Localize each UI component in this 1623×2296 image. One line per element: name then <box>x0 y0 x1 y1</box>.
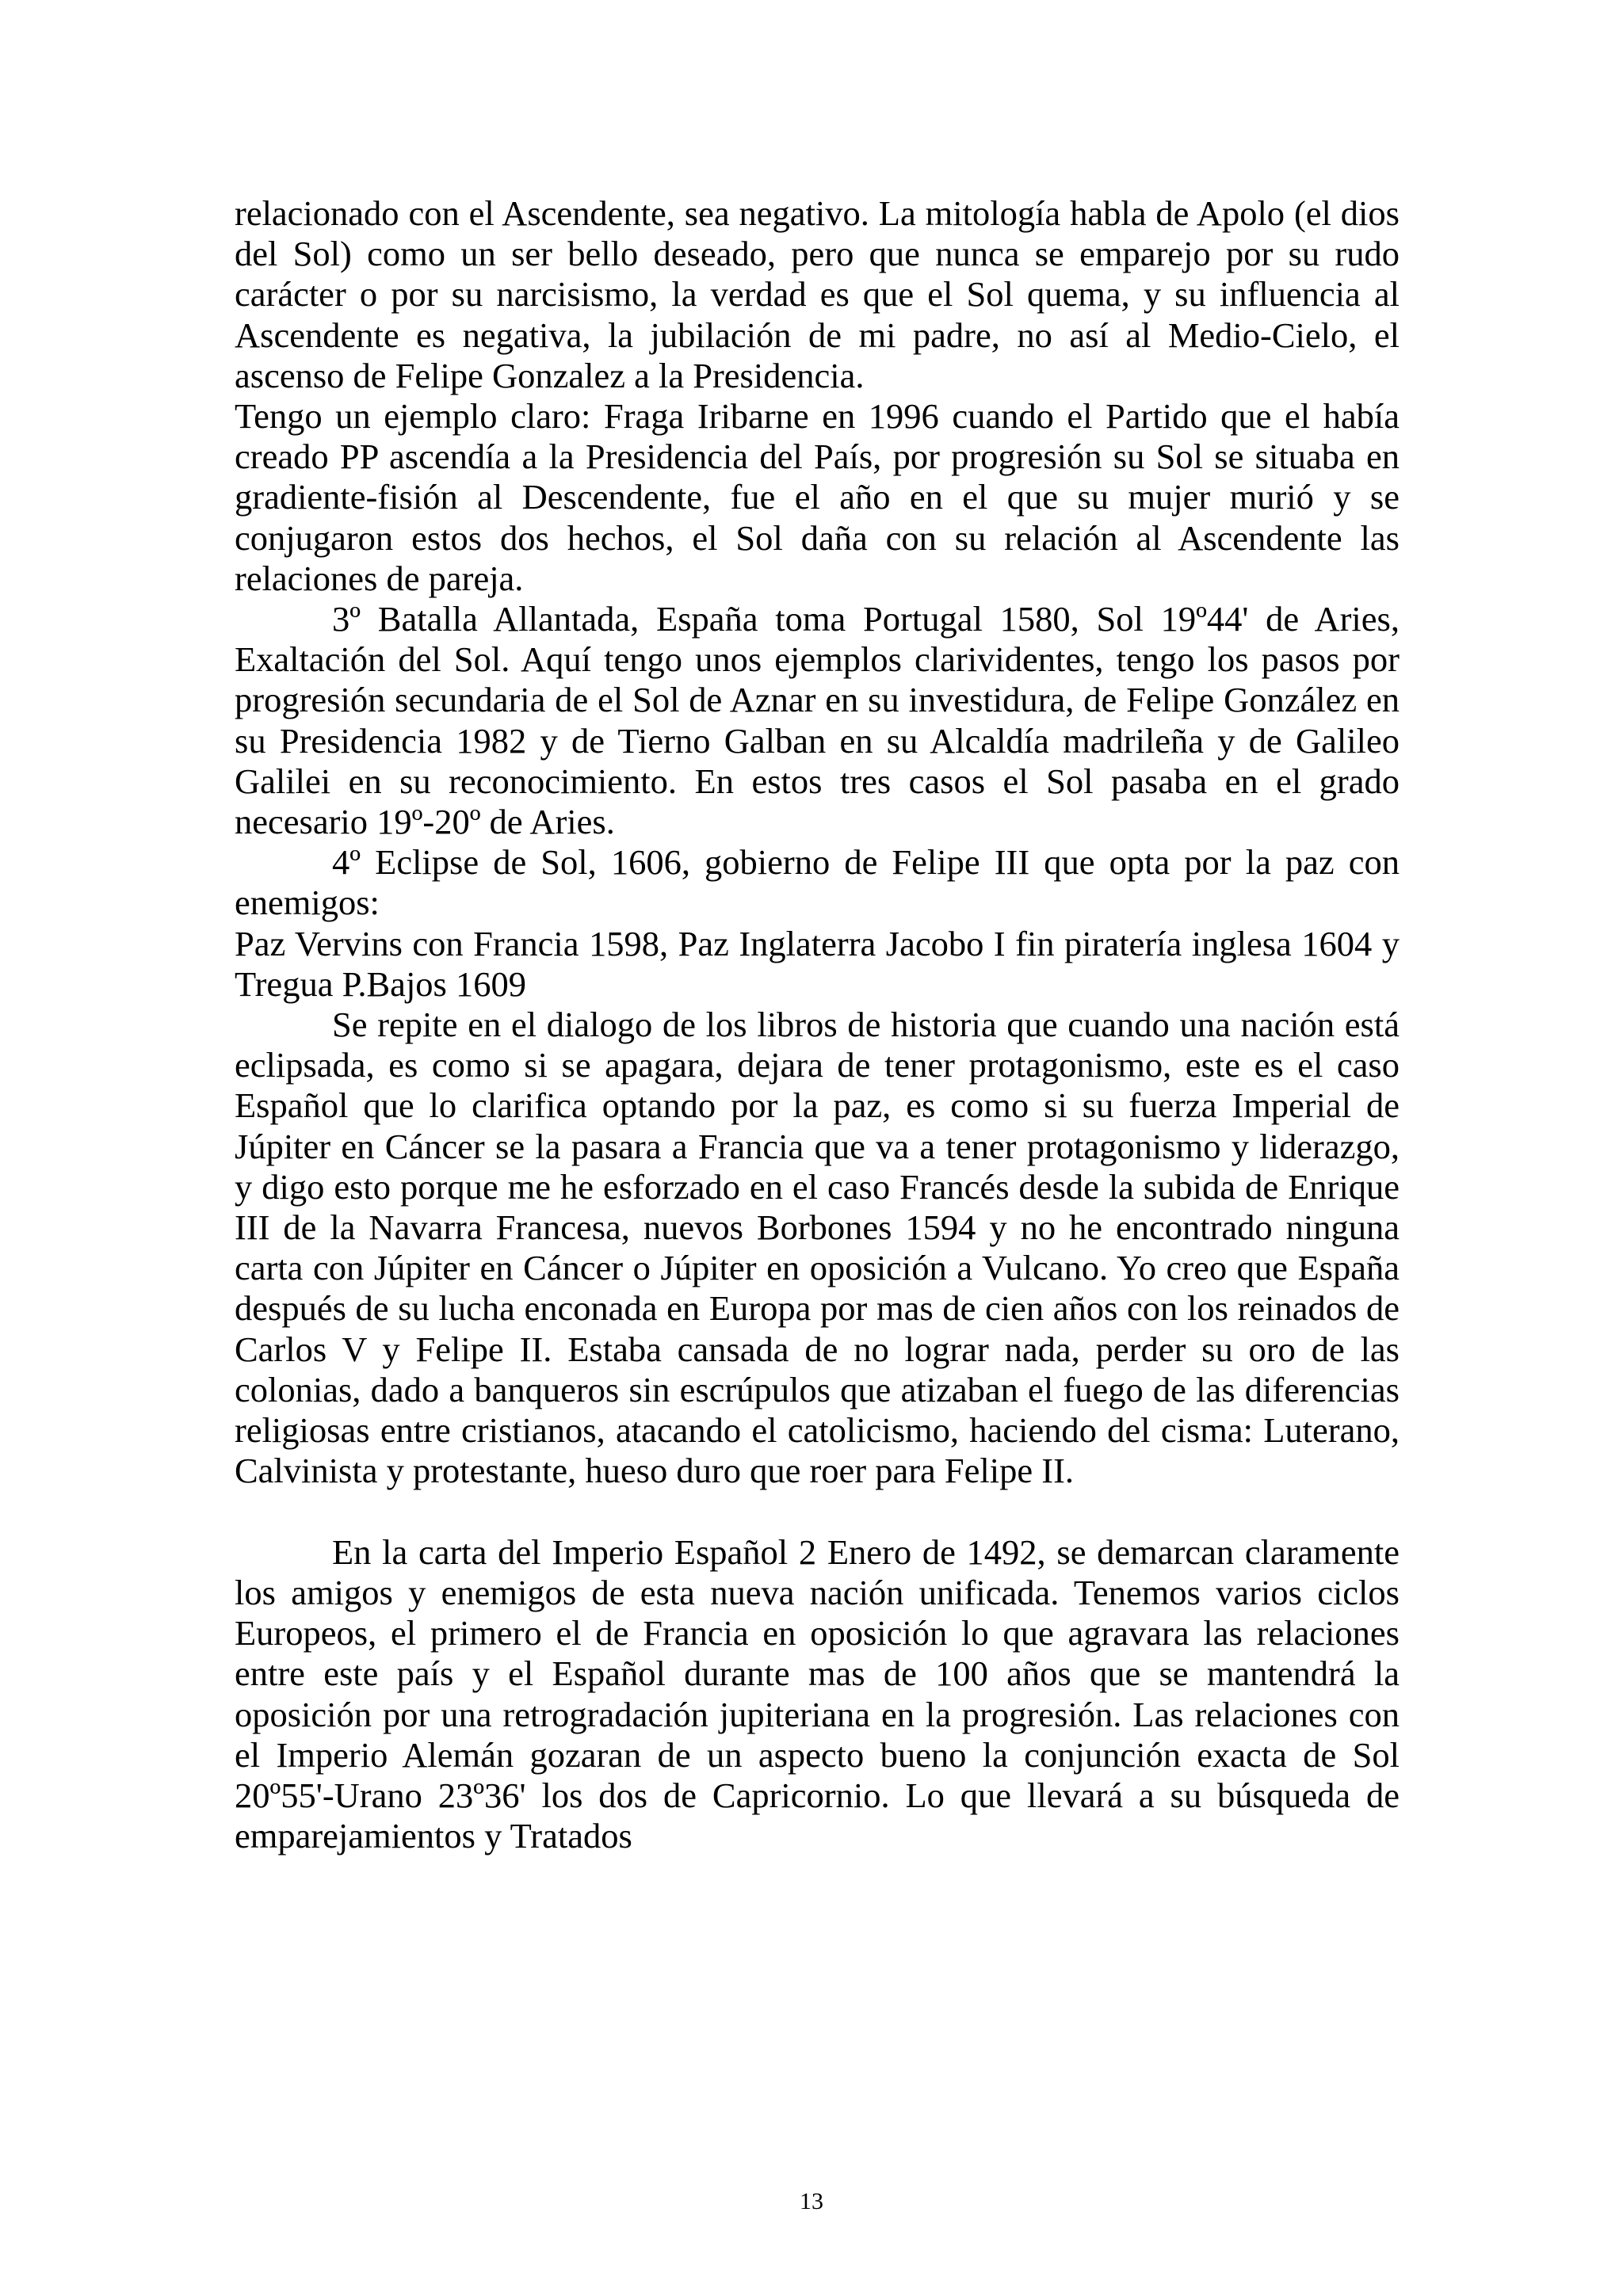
paragraph-fraga: Tengo un ejemplo claro: Fraga Iribarne en 1996 cuando el Partido que el había creado PP ascendía a la Presidencia del País, por progresión su Sol se situaba en gradiente-fisión al Descendente, fue el año en el que su mujer murió y se conjugaron estos dos hechos, el Sol daña con su relación al Ascendente las relaciones de pareja. <box>235 396 1400 598</box>
paragraph-apolo: relacionado con el Ascendente, sea negativo. La mitología habla de Apolo (el dios del Sol) como un ser bello deseado, pero que nunca se emparejo por su rudo carácter o por su narcisismo, la verdad es que el Sol quema, y su influencia al Ascendente es negativa, la jubilación de mi padre, no así al Medio-Cielo, el ascenso de Felipe Gonzalez a la Presidencia. <box>235 193 1400 395</box>
paragraph-eclipse-de-sol: 4º Eclipse de Sol, 1606, gobierno de Felipe III que opta por la paz con enemigos: <box>235 842 1400 923</box>
page-number: 13 <box>800 2188 823 2214</box>
paragraph-spacer <box>235 1492 1400 1532</box>
paragraph-carta-imperio: En la carta del Imperio Español 2 Enero de 1492, se demarcan claramente los amigos y enemigos de esta nueva nación unificada. Tenemos varios ciclos Europeos, el primero el de Francia en oposición lo que agravara las relaciones entre este país y el Español durante mas de 100 años que se mantendrá la oposición por una retrogradación jupiteriana en la progresión. Las relaciones con el Imperio Alemán gozaran de un aspecto bueno la conjunción exacta de Sol 20º55'-Urano 23º36' los dos de Capricornio. Lo que llevará a su búsqueda de emparejamientos y Tratados <box>235 1531 1400 1856</box>
paragraph-batalla-allantada: 3º Batalla Allantada, España toma Portugal 1580, Sol 19º44' de Aries, Exaltación del Sol. Aquí tengo unos ejemplos clarividentes, tengo los pasos por progresión secundaria de el Sol de Aznar en su investidura, de Felipe González en su Presidencia 1982 y de Tierno Galban en su Alcaldía madrileña y de Galileo Galilei en su reconocimiento. En estos tres casos el Sol pasaba en el grado necesario 19º-20º de Aries. <box>235 599 1400 842</box>
paragraph-paz-vervins: Paz Vervins con Francia 1598, Paz Inglaterra Jacobo I fin piratería inglesa 1604 y Tregua P.Bajos 1609 <box>235 923 1400 1004</box>
body-text <box>235 193 1400 1856</box>
paragraph-nacion-eclipsada: Se repite en el dialogo de los libros de historia que cuando una nación está eclipsada, es como si se apagara, dejara de tener protagonismo, este es el caso Español que lo clarifica optando por la paz, es como si su fuerza Imperial de Júpiter en Cáncer se la pasara a Francia que va a tener protagonismo y liderazgo, y digo esto porque me he esforzado en el caso Francés desde la subida de Enrique III de la Navarra Francesa, nuevos Borbones 1594 y no he encontrado ninguna carta con Júpiter en Cáncer o Júpiter en oposición a Vulcano. Yo creo que España después de su lucha enconada en Europa por mas de cien años con los reinados de Carlos V y Felipe II. Estaba cansada de no lograr nada, perder su oro de las colonias, dado a banqueros sin escrúpulos que atizaban el fuego de las diferencias religiosas entre cristianos, atacando el catolicismo, haciendo del cisma: Luterano, Calvinista y protestante, hueso duro que roer para Felipe II. <box>235 1005 1400 1491</box>
